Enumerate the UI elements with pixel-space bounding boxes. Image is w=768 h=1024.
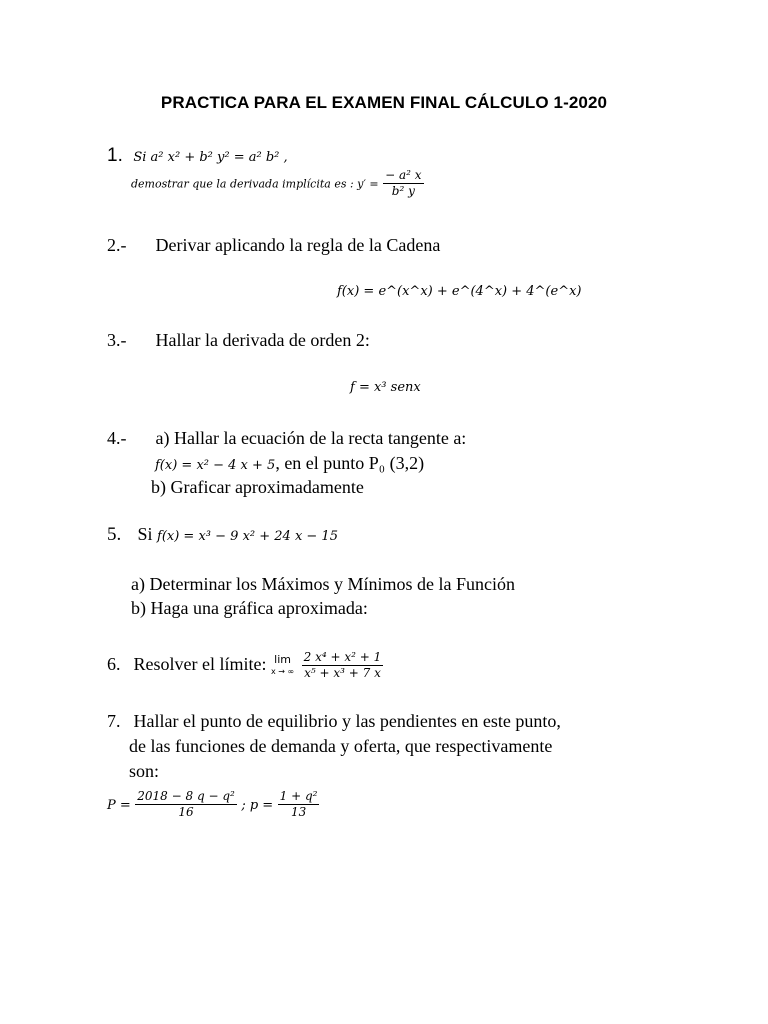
question-1-fraction [383,168,423,199]
question-5-part-b-text: b) Haga una gráfica aproximada: [131,598,368,618]
question-1 [107,143,288,170]
question-3-formula-text: f = x³ senx [350,380,421,395]
question-2 [107,233,440,257]
question-3-number: 3.- [107,330,127,350]
question-2-number: 2.- [107,235,127,255]
question-6-lim: lim [274,652,291,666]
question-1-statement [131,168,424,199]
question-7-supply-fraction [278,789,320,820]
question-5 [107,522,338,549]
question-4-part-b [151,475,364,499]
question-7-line-1: Hallar el punto de equilibrio y las pendientes en este punto, [133,711,561,731]
question-7-supply-denominator: 13 [290,805,307,820]
page-title: PRACTICA PARA EL EXAMEN FINAL CÁLCULO 1-2020 [160,93,608,112]
question-6-numerator: 2 x⁴ + x² + 1 [303,650,382,665]
question-4-part-b-text: b) Graficar aproximadamente [151,477,364,497]
question-1-fraction-numerator: − a² x [385,168,422,182]
question-7-supply-label: ; p = [241,798,274,813]
question-6-lim-subscript: x → ∞ [270,666,295,676]
question-7-number: 7. [107,711,121,731]
question-5-si: Si [137,524,153,544]
question-7-demand-fraction [135,789,237,820]
question-7-demand-denominator: 16 [178,805,194,820]
question-2-formula-text: f(x) = e^(x^x) + e^(4^x) + 4^(e^x) [337,284,582,299]
question-4 [107,426,466,450]
question-7-supply-numerator: 1 + q² [279,789,318,804]
question-7-line-2 [129,734,552,758]
question-3 [107,328,370,352]
question-5-part-a [131,572,515,596]
question-7-demand-numerator: 2018 − 8 q − q² [137,789,235,804]
question-5-function: f(x) = x³ − 9 x² + 24 x − 15 [157,529,338,544]
question-5-part-a-text: a) Determinar los Máximos y Mínimos de la Función [131,574,515,594]
question-7-formulas [107,784,319,825]
question-7 [107,709,561,733]
question-4-point: , en el punto P₀ (3,2) [275,453,425,473]
question-1-number: 1. [107,145,123,166]
question-3-text: Hallar la derivada de orden 2: [155,330,370,350]
question-2-text: Derivar aplicando la regla de la Cadena [155,235,441,255]
question-6-limit [271,654,294,678]
question-6 [107,644,383,684]
question-1-equation: Si a² x² + b² y² = a² b² , [133,150,288,165]
question-6-fraction [302,650,384,681]
question-7-line-3 [129,759,159,783]
question-5-part-b [131,596,368,620]
question-6-number: 6. [107,654,121,674]
question-6-denominator: x⁵ + x³ + 7 x [304,666,381,681]
question-7-line-3-text: son: [129,761,160,781]
question-4-part-a: a) Hallar la ecuación de la recta tangente a: [155,428,467,448]
question-1-fraction-denominator: b² y [391,184,415,198]
question-1-text: demostrar que la derivada implícita es : y′ = [131,177,379,191]
question-4-function: f(x) = x² − 4 x + 5 [155,458,276,473]
question-7-demand-label: P = [107,798,131,813]
question-4-number: 4.- [107,428,127,448]
question-6-text: Resolver el límite: [133,654,267,674]
question-4-function-line [155,451,424,478]
question-3-formula [350,376,421,400]
question-2-formula [337,280,582,304]
question-5-number: 5. [107,524,122,545]
question-7-line-2-text: de las funciones de demanda y oferta, que respectivamente [129,736,553,756]
